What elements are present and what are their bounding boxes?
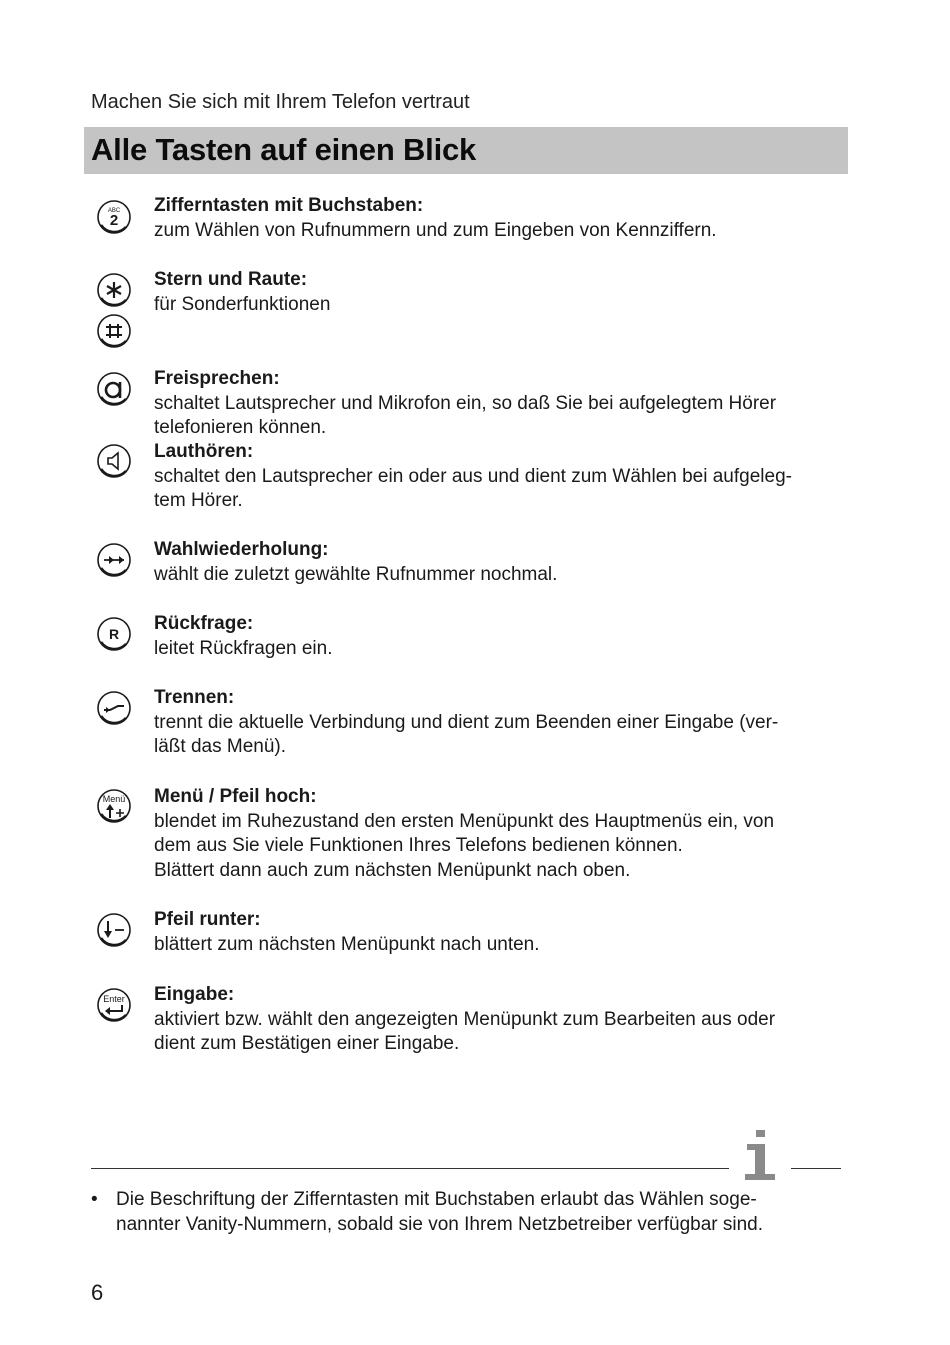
menu-up-key-icon: [96, 788, 130, 822]
entry-hangup: [154, 686, 844, 760]
speaker-key-icon: [96, 443, 130, 477]
entry-description: für Sonderfunktionen: [154, 293, 331, 315]
down-key-icon: [96, 912, 130, 946]
digit-key-icon: [96, 199, 130, 233]
info-icon: [741, 1130, 781, 1180]
entry-recall: [154, 612, 844, 661]
page-number: 6: [91, 1280, 104, 1305]
svg-text:ABC: ABC: [107, 208, 121, 214]
entry-title: Rückfrage:: [154, 613, 254, 634]
enter-key-icon: [96, 987, 130, 1021]
bullet: •: [91, 1189, 98, 1210]
entry-title: Lauthören:: [154, 441, 254, 462]
entry-redial: [154, 538, 844, 587]
entry-description: blendet im Ruhezustand den ersten Menüpunkt des Hauptmenüs ein, von dem aus Sie viele Funktionen Ihres Telefons bedienen können. Blättert dann auch zum nächsten Menüpunkt nach oben.: [154, 810, 775, 881]
entry-title: Pfeil runter:: [154, 909, 261, 930]
entry-title: Freisprechen:: [154, 368, 280, 389]
entry-star-hash: [154, 268, 844, 317]
entry-digit-keys: [154, 194, 844, 243]
entry-description: blättert zum nächsten Menüpunkt nach unten.: [154, 933, 540, 955]
divider: [791, 1168, 841, 1169]
entry-title: Stern und Raute:: [154, 269, 308, 290]
hangup-key-icon: [96, 690, 130, 724]
entry-description: trennt die aktuelle Verbindung und dient zum Beenden einer Eingabe (ver- läßt das Menü).: [154, 711, 779, 757]
entry-description: leitet Rückfragen ein.: [154, 637, 333, 659]
entry-handsfree: [154, 367, 844, 441]
divider: [91, 1168, 729, 1169]
section-header: Machen Sie sich mit Ihrem Telefon vertraut: [91, 91, 470, 113]
handsfree-key-icon: [96, 371, 130, 405]
entry-enter: [154, 983, 844, 1057]
recall-key-icon: [96, 616, 130, 650]
entry-description: zum Wählen von Rufnummern und zum Eingeben von Kennziffern.: [154, 219, 717, 241]
entry-description: schaltet den Lautsprecher ein oder aus und dient zum Wählen bei aufgeleg- tem Hörer.: [154, 465, 792, 511]
entry-description: aktiviert bzw. wählt den angezeigten Menüpunkt zum Bearbeiten aus oder dient zum Bestätigen einer Eingabe.: [154, 1008, 776, 1054]
entry-title: Trennen:: [154, 687, 235, 708]
redial-key-icon: [96, 542, 130, 576]
entry-title: Zifferntasten mit Buchstaben:: [154, 195, 424, 216]
svg-text:Enter: Enter: [103, 994, 125, 1004]
entry-description: schaltet Lautsprecher und Mikrofon ein, so daß Sie bei aufgelegtem Hörer telefonieren können.: [154, 392, 777, 438]
entry-speaker: [154, 440, 844, 514]
entry-title: Eingabe:: [154, 984, 235, 1005]
title-bar: [84, 127, 848, 174]
star-key-icon: [96, 272, 130, 306]
entry-title: Menü / Pfeil hoch:: [154, 786, 317, 807]
note-text: Die Beschriftung der Zifferntasten mit Buchstaben erlaubt das Wählen soge- nannter Vanity-Nummern, sobald sie von Ihrem Netzbetreiber verfügbar sind.: [116, 1189, 764, 1235]
svg-text:R: R: [108, 626, 120, 642]
entry-menu-up: [154, 785, 844, 883]
entry-down: [154, 908, 844, 957]
svg-text:2: 2: [109, 212, 119, 229]
entry-title: Wahlwiederholung:: [154, 539, 329, 560]
page-title: Alle Tasten auf einen Blick: [91, 132, 477, 167]
entry-description: wählt die zuletzt gewählte Rufnummer nochmal.: [154, 563, 558, 585]
hash-key-icon: [96, 313, 130, 347]
svg-text:Menü: Menü: [102, 794, 126, 804]
